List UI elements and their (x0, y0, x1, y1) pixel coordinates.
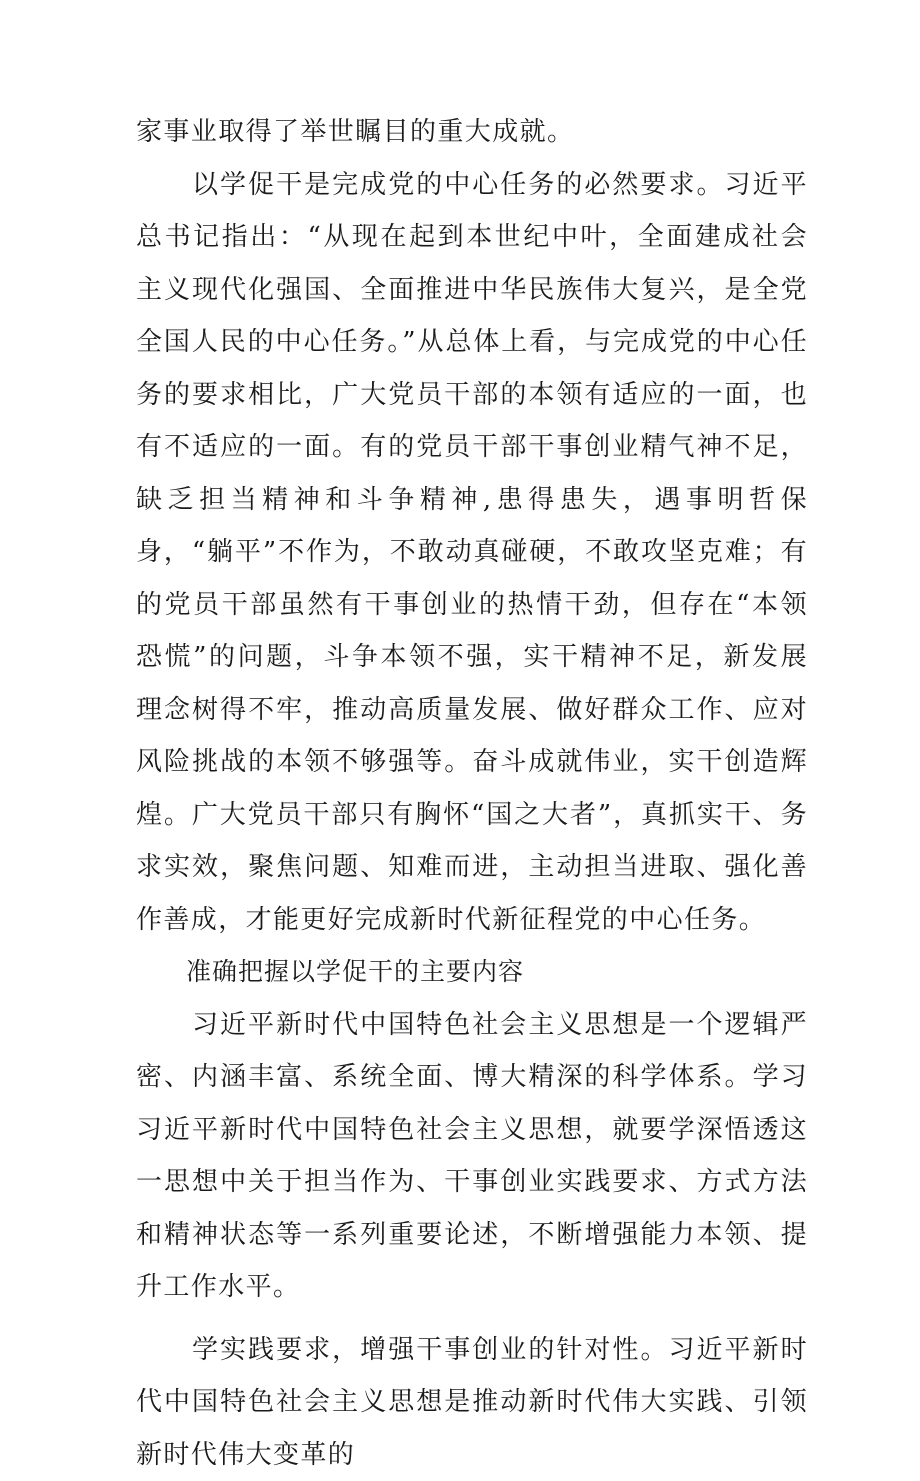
paragraph-continuation: 家事业取得了举世瞩目的重大成就。 (136, 106, 808, 159)
paragraph-thought-system: 习近平新时代中国特色社会主义思想是一个逻辑严密、内涵丰富、系统全面、博大精深的科学体系。学习习近平新时代中国特色社会主义思想，就要学深悟透这一思想中关于担当作为、干事创业实践要求、方式方法和精神状态等一系列重要论述，不断增强能力本领、提升工作水平。 (136, 999, 808, 1314)
paragraph-central-task: 以学促干是完成党的中心任务的必然要求。习近平总书记指出：“从现在起到本世纪中叶，全面建成社会主义现代化强国、全面推进中华民族伟大复兴，是全党全国人民的中心任务。”从总体上看，与完成党的中心任务的要求相比，广大党员干部的本领有适应的一面，也有不适应的一面。有的党员干部干事创业精气神不足，缺乏担当精神和斗争精神,患得患失，遇事明哲保身，“躺平”不作为，不敢动真碰硬，不敢攻坚克难；有的党员干部虽然有干事创业的热情干劲，但存在“本领恐慌”的问题，斗争本领不强，实干精神不足，新发展理念树得不牢，推动高质量发展、做好群众工作、应对风险挑战的本领不够强等。奋斗成就伟业，实干创造辉煌。广大党员干部只有胸怀“国之大者”，真抓实干、务求实效，聚焦问题、知难而进，主动担当进取、强化善作善成，才能更好完成新时代新征程党的中心任务。 (136, 159, 808, 947)
section-heading: 准确把握以学促干的主要内容 (136, 946, 808, 999)
paragraph-practice-requirements: 学实践要求，增强干事创业的针对性。习近平新时代中国特色社会主义思想是推动新时代伟大实践、引领新时代伟大变革的 (136, 1324, 808, 1481)
document-body (136, 106, 808, 1481)
paragraph-spacer (136, 1314, 808, 1324)
